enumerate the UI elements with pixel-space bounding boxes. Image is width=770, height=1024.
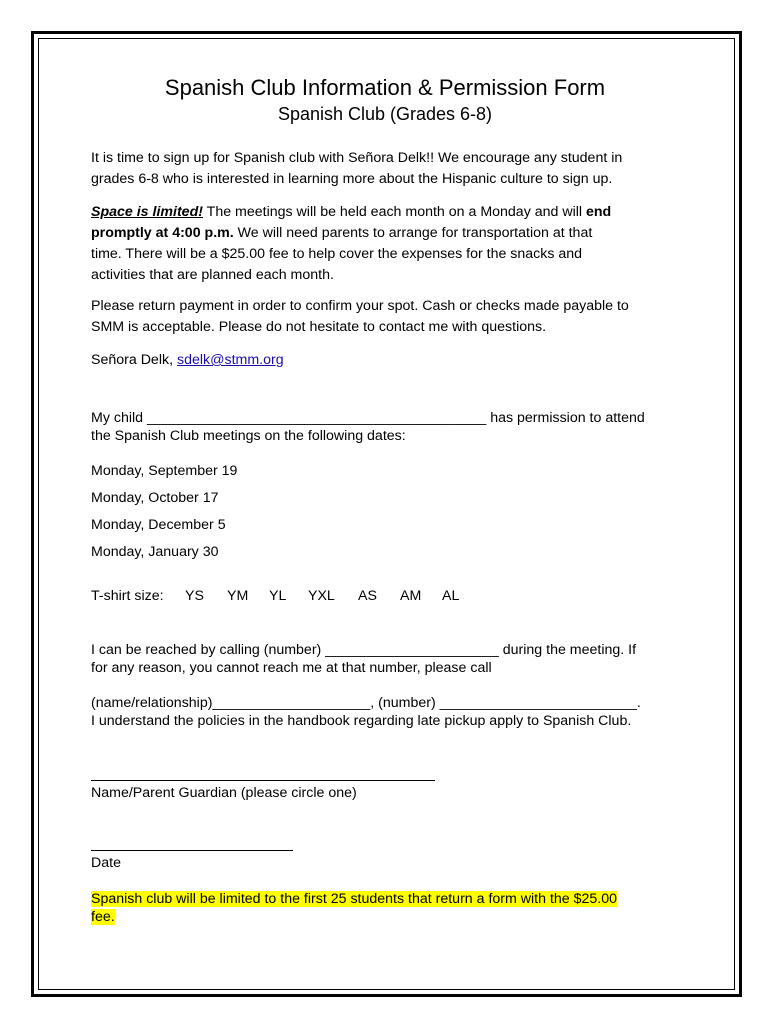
tshirt-size-yl[interactable]: YL	[269, 588, 287, 604]
notice-line-1	[91, 890, 617, 908]
meetings-line-3: time. There will be a $25.00 fee to help cover the expenses for the snacks and	[91, 246, 583, 262]
tshirt-size-ys[interactable]: YS	[185, 588, 204, 604]
tshirt-size-am[interactable]: AM	[400, 588, 422, 604]
meetings-end-bold: end	[586, 204, 612, 220]
date-item-4: Monday, January 30	[91, 544, 219, 560]
intro-paragraph	[91, 148, 691, 190]
permission-line-1: My child ___________________________________________ has permission to attend	[91, 410, 645, 426]
date-label: Date	[91, 855, 121, 871]
meetings-line-2	[91, 223, 691, 244]
signature-label: Name/Parent Guardian (please circle one)	[91, 785, 357, 801]
payment-paragraph	[91, 296, 691, 338]
tshirt-size-ym[interactable]: YM	[227, 588, 249, 604]
intro-line-1: It is time to sign up for Spanish club with Señora Delk!! We encourage any student in	[91, 150, 623, 166]
meetings-text-b: We will need parents to arrange for transportation at that	[233, 225, 593, 241]
notice-text-1: Spanish club will be limited to the first 25 students that return a form with the $25.00	[91, 891, 618, 907]
payment-line-2: SMM is acceptable. Please do not hesitate to contact me with questions.	[91, 319, 547, 335]
tshirt-size-label: T-shirt size:	[91, 588, 164, 604]
meetings-text-a: The meetings will be held each month on a Monday and will	[202, 204, 586, 220]
signature-line[interactable]	[91, 780, 435, 781]
meetings-time-bold: promptly at 4:00 p.m.	[91, 225, 234, 241]
form-title: Spanish Club Information & Permission Form	[164, 75, 606, 100]
date-item-2: Monday, October 17	[91, 490, 219, 506]
date-signature-line[interactable]	[91, 850, 293, 851]
space-limited-label: Space is limited!	[91, 204, 203, 220]
phone-line-1: I can be reached by calling (number) ______________________ during the meeting. If	[91, 642, 637, 658]
policy-line: I understand the policies in the handbook regarding late pickup apply to Spanish Club.	[91, 713, 632, 729]
permission-line-2: the Spanish Club meetings on the following dates:	[91, 428, 406, 444]
payment-line-1: Please return payment in order to confirm your spot. Cash or checks made payable to	[91, 298, 629, 314]
meetings-line-1	[91, 202, 691, 223]
meetings-paragraph	[91, 202, 691, 286]
tshirt-size-yxl[interactable]: YXL	[308, 588, 335, 604]
date-item-3: Monday, December 5	[91, 517, 226, 533]
contact-email-link[interactable]: sdelk@stmm.org	[176, 352, 284, 368]
tshirt-size-al[interactable]: AL	[442, 588, 460, 604]
meetings-line-4: activities that are planned each month.	[91, 267, 334, 283]
contact-name: Señora Delk,	[91, 352, 177, 368]
date-item-1: Monday, September 19	[91, 463, 238, 479]
alt-contact-line: (name/relationship)____________________, (number) _________________________.	[91, 695, 641, 711]
notice-text-2: fee.	[91, 909, 115, 925]
form-subtitle: Spanish Club (Grades 6-8)	[277, 104, 493, 124]
contact-line	[91, 350, 691, 371]
intro-line-2: grades 6-8 who is interested in learning more about the Hispanic culture to sign up.	[91, 171, 613, 187]
phone-line-2: for any reason, you cannot reach me at that number, please call	[91, 660, 492, 676]
tshirt-size-as[interactable]: AS	[358, 588, 377, 604]
tshirt-size-row	[91, 587, 459, 605]
notice-line-2	[91, 908, 115, 926]
